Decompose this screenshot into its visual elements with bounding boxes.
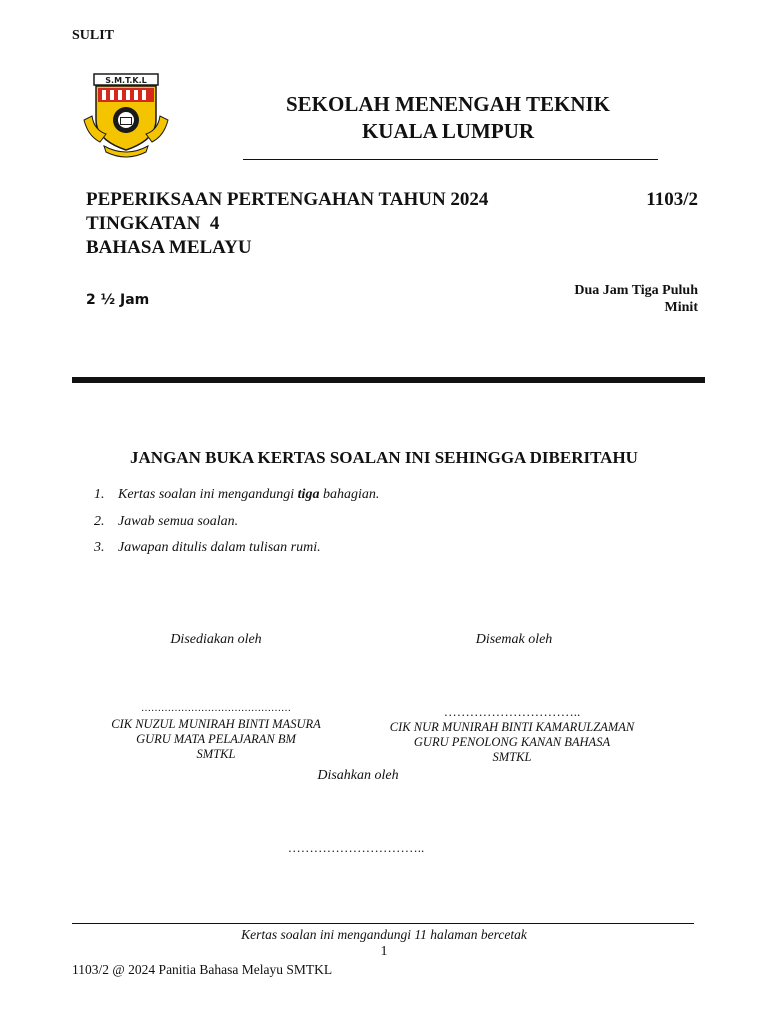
instruction-emphasis: tiga (297, 487, 320, 502)
checked-by-block (372, 720, 652, 765)
exam-info (86, 188, 488, 260)
instruction-list (94, 487, 379, 567)
duration-short: 2 ½ Jam (86, 292, 150, 308)
instruction-number: 3. (94, 540, 105, 555)
instruction-item (94, 487, 379, 514)
school-name-line1: SEKOLAH MENENGAH TEKNIK (285, 92, 610, 116)
duration-long (538, 282, 698, 316)
instruction-number: 1. (94, 487, 105, 502)
checked-org: SMTKL (492, 750, 532, 764)
copyright-notice: 1103/2 @ 2024 Panitia Bahasa Melayu SMTKL (72, 962, 333, 977)
prepared-name: CIK NUZUL MUNIRAH BINTI MASURA (111, 717, 321, 731)
school-name (240, 91, 656, 145)
checked-signature-line: ………………………….. (443, 704, 581, 719)
instruction-text: Jawapan ditulis dalam tulisan rumi. (118, 540, 321, 555)
instruction-text: Kertas soalan ini mengandungi tiga bahagian. (118, 487, 380, 502)
classification-label: SULIT (72, 28, 115, 43)
page-number: 1 (380, 944, 388, 959)
instruction-number: 2. (94, 513, 105, 529)
footer-divider (72, 923, 694, 924)
prepared-org: SMTKL (196, 747, 236, 761)
page-count-note: Kertas soalan ini mengandungi 11 halaman bercetak (241, 927, 527, 942)
duration-long-line1: Dua Jam Tiga Puluh (574, 283, 698, 298)
logo-text: S.M.T.K.L (105, 76, 147, 85)
checked-role: GURU PENOLONG KANAN BAHASA (413, 735, 611, 749)
paper-code: 1103/2 (646, 189, 698, 210)
approved-by-label: Disahkan oleh (317, 768, 399, 783)
exam-title: PEPERIKSAAN PERTENGAHAN TAHUN 2024 (86, 189, 489, 210)
prepared-by-block (96, 717, 336, 762)
instruction-item (94, 514, 379, 541)
checked-name: CIK NUR MUNIRAH BINTI KAMARULZAMAN (389, 720, 635, 734)
prepared-signature-line: ……………………………………… (141, 703, 291, 714)
school-name-line2: KUALA LUMPUR (361, 119, 535, 143)
checked-by-label: Disemak oleh (475, 632, 553, 647)
exam-subject: BAHASA MELAYU (86, 237, 252, 258)
duration-long-line2: Minit (664, 300, 698, 315)
school-logo (80, 72, 172, 160)
exam-form: TINGKATAN 4 (86, 213, 220, 234)
instruction-item (94, 540, 379, 567)
school-name-underline (243, 159, 658, 160)
instruction-text: Jawab semua soalan. (118, 513, 239, 529)
prepared-by-label: Disediakan oleh (170, 632, 262, 647)
warning-heading: JANGAN BUKA KERTAS SOALAN INI SEHINGGA DIBERITAHU (130, 448, 638, 467)
approved-signature-line: ………………………….. (287, 840, 425, 855)
section-divider (72, 377, 705, 383)
prepared-role: GURU MATA PELAJARAN BM (136, 732, 296, 746)
